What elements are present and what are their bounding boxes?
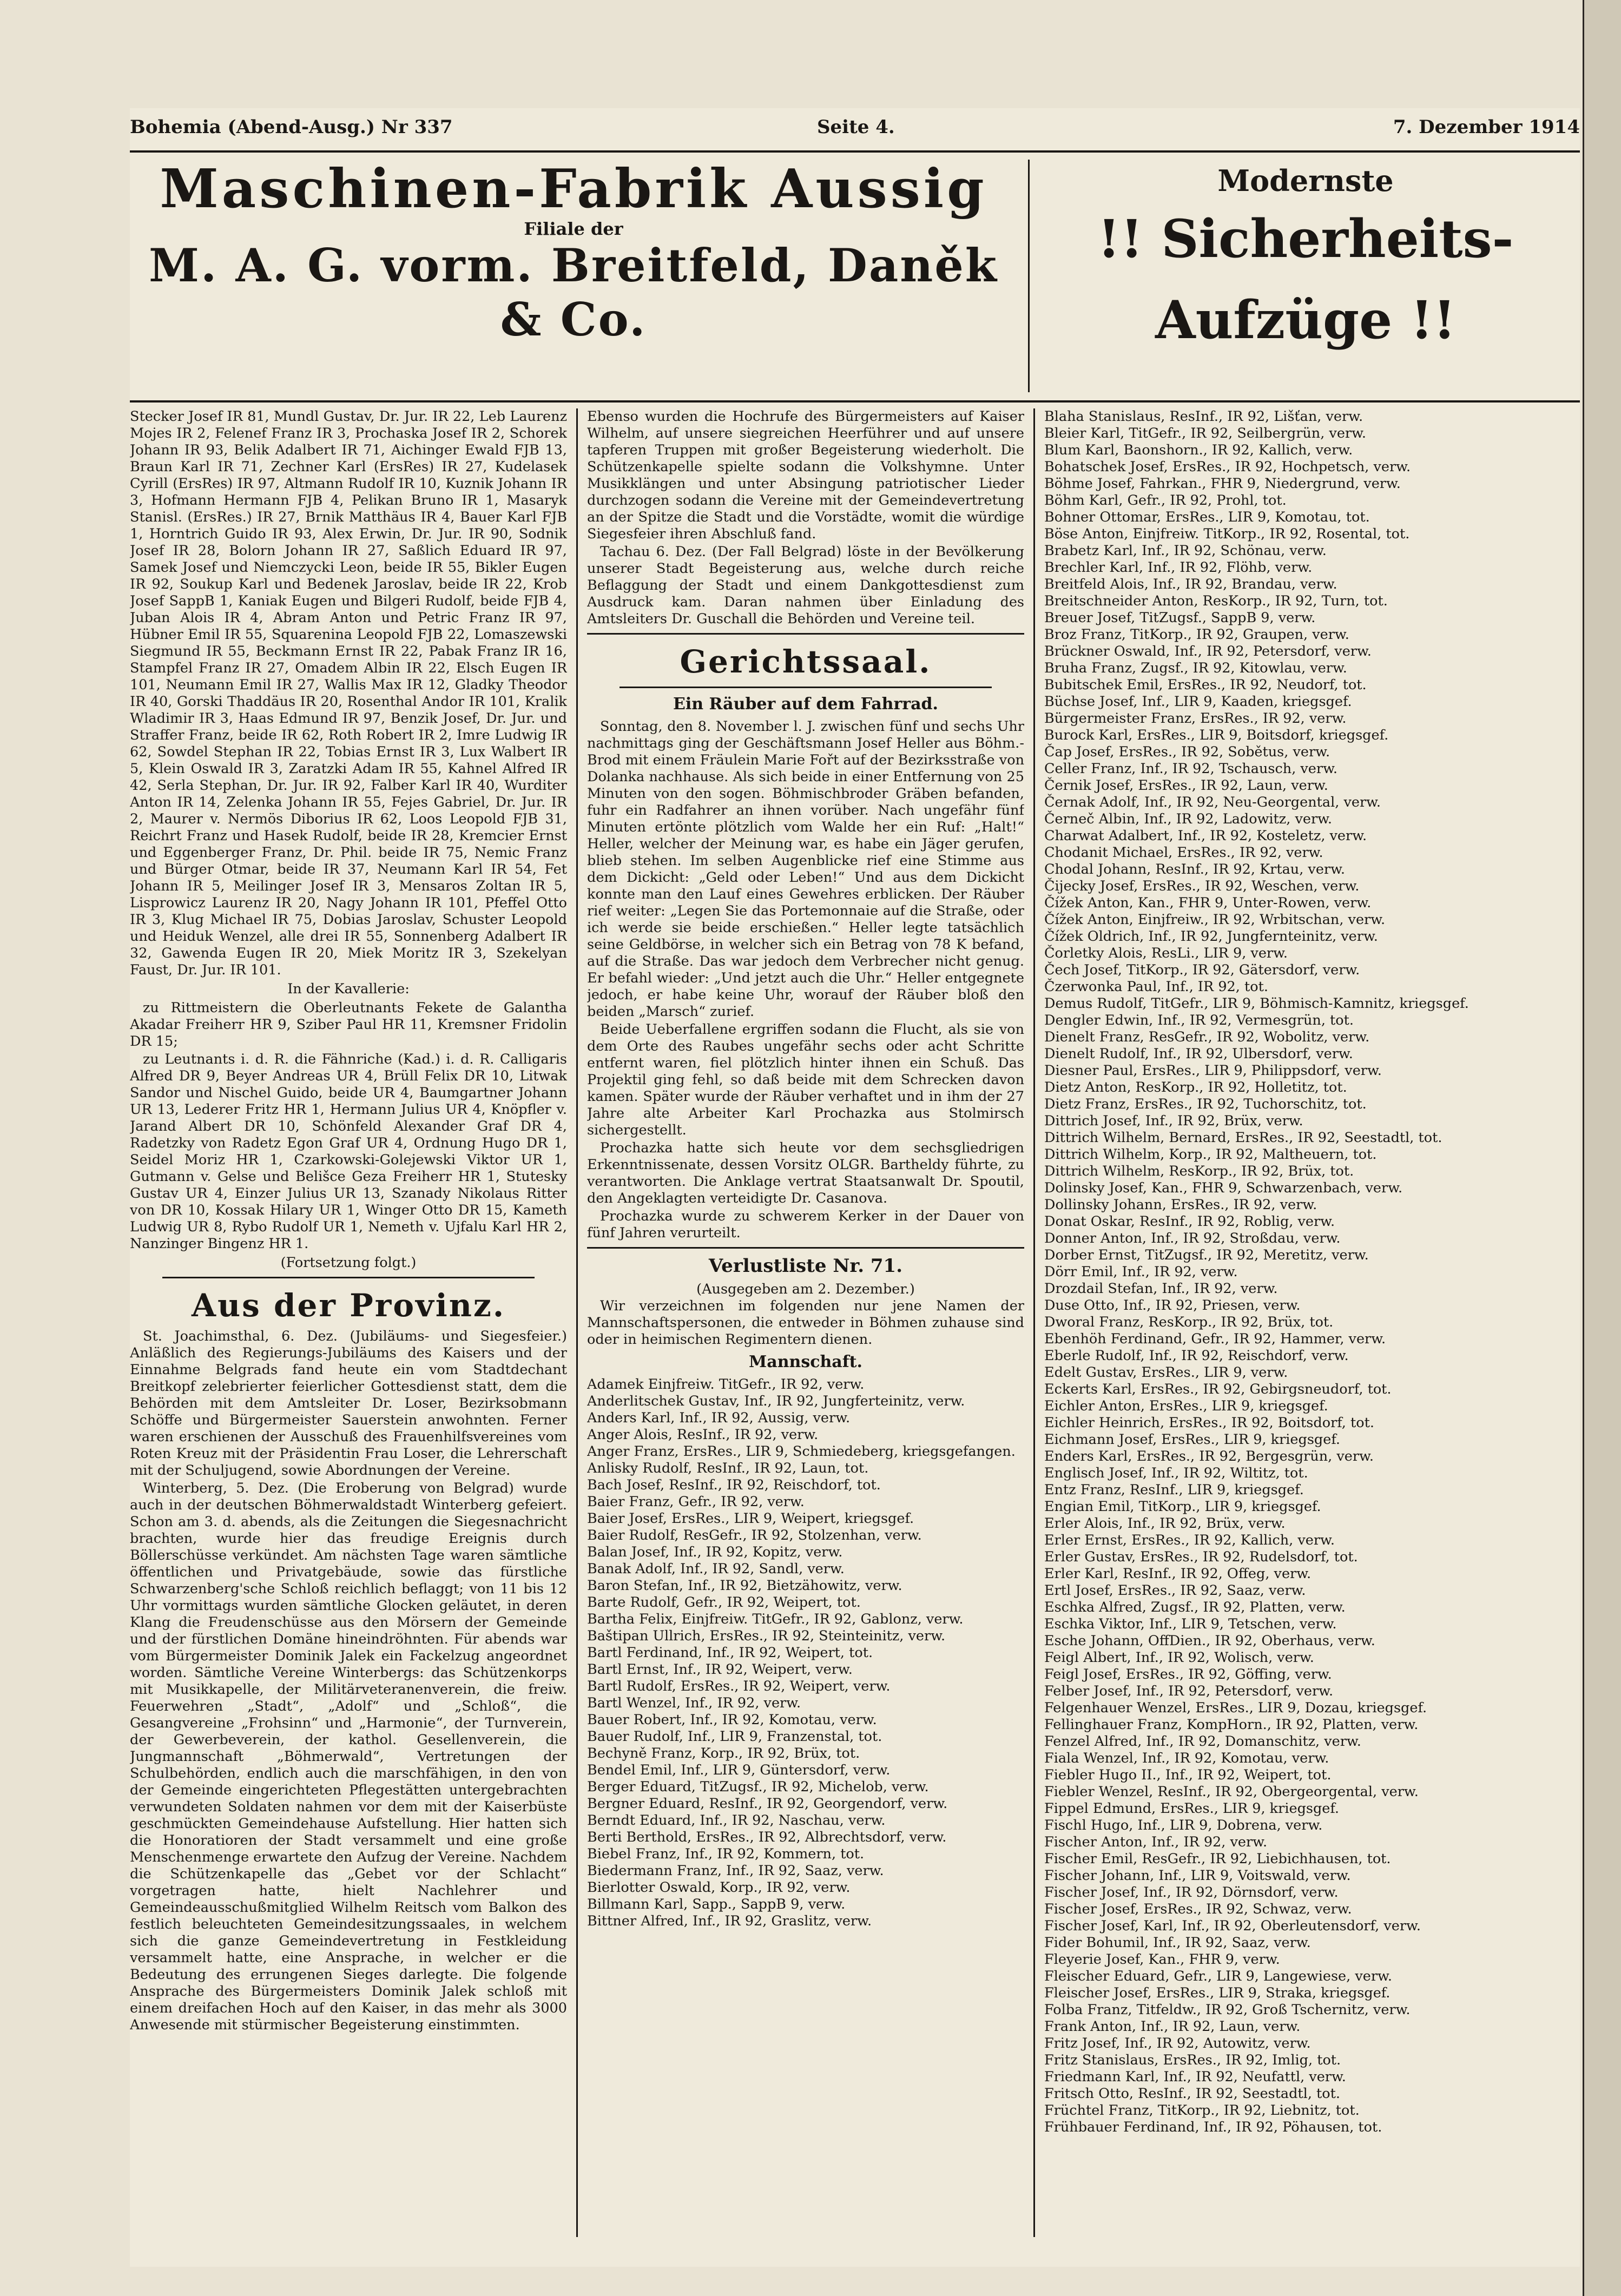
list-item: Banak Adolf, Inf., IR 92, Sandl, verw. bbox=[587, 1561, 845, 1577]
list-item: Ebenhöh Ferdinand, Gefr., IR 92, Hammer, verw. bbox=[1044, 1331, 1386, 1347]
list-item: Biedermann Franz, Inf., IR 92, Saaz, verw. bbox=[587, 1863, 884, 1879]
heading-verlustliste: Verlustliste Nr. 71. bbox=[708, 1255, 903, 1277]
list-item: Bürgermeister Franz, ErsRes., IR 92, verw. bbox=[1044, 710, 1347, 727]
list-item: Böse Anton, Einjfreiw. TitKorp., IR 92, Rosental, tot. bbox=[1044, 526, 1410, 542]
list-item: Bartl Wenzel, Inf., IR 92, verw. bbox=[587, 1695, 801, 1711]
list-item: Čorletky Alois, ResLi., LIR 9, verw. bbox=[1044, 945, 1288, 961]
list-item: Breitschneider Anton, ResKorp., IR 92, Turn, tot. bbox=[1044, 593, 1388, 609]
list-item: Berti Berthold, ErsRes., IR 92, Albrechtsdorf, verw. bbox=[587, 1829, 947, 1845]
list-item: Fischer Johann, Inf., LIR 9, Voitswald, verw. bbox=[1044, 1868, 1351, 1884]
list-item: Berger Eduard, TitZugsf., IR 92, Michelob, verw. bbox=[587, 1779, 929, 1795]
header-date: 7. Dezember 1914 bbox=[1393, 116, 1580, 138]
page-edge bbox=[1583, 0, 1621, 2296]
list-item: Fippel Edmund, ErsRes., LIR 9, kriegsgef. bbox=[1044, 1800, 1340, 1817]
list-item: Friedmann Karl, Inf., IR 92, Neufattl, verw. bbox=[1044, 2069, 1346, 2085]
list-item: Fleischer Eduard, Gefr., LIR 9, Langewiese, verw. bbox=[1044, 1968, 1392, 1984]
list-item: Diesner Paul, ErsRes., LIR 9, Philippsdorf, verw. bbox=[1044, 1063, 1382, 1079]
list-item: Čížek Anton, Kan., FHR 9, Unter-Rowen, verw. bbox=[1044, 895, 1372, 911]
list-item: Erler Alois, Inf., IR 92, Brüx, verw. bbox=[1044, 1515, 1286, 1532]
list-item: Čzerwonka Paul, Inf., IR 92, tot. bbox=[1044, 979, 1268, 995]
article-st-joachimsthal: St. Joachimsthal, 6. Dez. (Jubiläums- und Siegesfeier.) Anläßlich des Regierungs-Jubiläums des Kaisers und der Einnahme Belgrads fand heute ein vom Stadtdechant Breitkopf zelebrierter feierlicher Gottesdienst statt, dem die Behörden mit dem Amtsleiter Dr. Loser, Bezirksobmann Schöffe und Bürgermeister Sauerstein anwohnten. Ferner waren erschienen der Ausschuß des Frauenhilfsvereines vom Roten Kreuz mit der Präsidentin Frau Loser, die Lehrerschaft mit der Schuljugend, sowie Abordnungen der Vereine. bbox=[130, 1328, 567, 1479]
list-item: Broz Franz, TitKorp., IR 92, Graupen, verw. bbox=[1044, 626, 1349, 643]
column-rule-1 bbox=[576, 408, 578, 2237]
list-item: Bauer Robert, Inf., IR 92, Komotau, verw. bbox=[587, 1712, 877, 1728]
list-item: Brückner Oswald, Inf., IR 92, Petersdorf, verw. bbox=[1044, 643, 1372, 659]
list-item: Burock Karl, ErsRes., LIR 9, Boitsdorf, kriegsgef. bbox=[1044, 727, 1389, 743]
list-item: Dorber Ernst, TitZugsf., IR 92, Meretitz, verw. bbox=[1044, 1247, 1369, 1263]
column-rule-2 bbox=[1033, 408, 1035, 2237]
list-item: Dörr Emil, Inf., IR 92, verw. bbox=[1044, 1264, 1238, 1280]
list-item: Dworal Franz, ResKorp., IR 92, Brüx, tot. bbox=[1044, 1314, 1334, 1330]
list-item: Anderlitschek Gustav, Inf., IR 92, Jungferteinitz, verw. bbox=[587, 1393, 965, 1409]
list-item: Duse Otto, Inf., IR 92, Priesen, verw. bbox=[1044, 1297, 1301, 1314]
list-item: Adamek Einjfreiw. TitGefr., IR 92, verw. bbox=[587, 1376, 865, 1393]
advertisement-maschinen-fabrik bbox=[130, 160, 1017, 392]
ad-filiale-label: Filiale der bbox=[524, 219, 623, 239]
list-item: Eichler Anton, ErsRes., LIR 9, kriegsgef. bbox=[1044, 1398, 1328, 1414]
list-item: Feigl Albert, Inf., IR 92, Wolisch, verw. bbox=[1044, 1650, 1314, 1666]
verlustliste-date: (Ausgegeben am 2. Dezember.) bbox=[696, 1281, 915, 1297]
list-item: Anlisky Rudolf, ResInf., IR 92, Laun, tot. bbox=[587, 1460, 869, 1476]
list-item: Anders Karl, Inf., IR 92, Aussig, verw. bbox=[587, 1410, 851, 1426]
header-publication: Bohemia (Abend-Ausg.) Nr 337 bbox=[130, 116, 453, 138]
subheading-mannschaft: Mannschaft. bbox=[749, 1352, 862, 1371]
article-tachau: Tachau 6. Dez. (Der Fall Belgrad) löste in der Bevölkerung unserer Stadt Begeisterung aus, welche durch reiche Beflaggung der Stadt und einem Dankgottesdienst zum Ausdruck kam. Daran nahmen über Einladung des Amtsleiters Dr. Guschall die Behörden und Vereine teil. bbox=[587, 544, 1024, 627]
ad-modernste: Modernste bbox=[1217, 163, 1394, 198]
list-item: Breitfeld Alois, Inf., IR 92, Brandau, verw. bbox=[1044, 576, 1337, 592]
list-item: Bleier Karl, TitGefr., IR 92, Seilbergrün, verw. bbox=[1044, 425, 1367, 441]
header-page-number: Seite 4. bbox=[817, 116, 895, 138]
list-item: Ertl Josef, ErsRes., IR 92, Saaz, verw. bbox=[1044, 1582, 1306, 1599]
section-divider bbox=[587, 1247, 1024, 1249]
list-item: Büchse Josef, Inf., LIR 9, Kaaden, kriegsgef. bbox=[1044, 694, 1352, 710]
list-item: Bach Josef, ResInf., IR 92, Reischdorf, tot. bbox=[587, 1477, 881, 1493]
list-item: Drozdail Stefan, Inf., IR 92, verw. bbox=[1044, 1281, 1278, 1297]
list-item: Fischer Josef, Inf., IR 92, Dörnsdorf, verw. bbox=[1044, 1884, 1339, 1901]
section-divider bbox=[587, 633, 1024, 635]
article-winterberg: Winterberg, 5. Dez. (Die Eroberung von Belgrad) wurde auch in der deutschen Böhmerwaldstadt Winterberg gefeiert. Schon am 3. d. abends, als die Zeitungen die Siegesnachricht brachten, wurde hier das freudige Ereignis durch Böllerschüsse verkündet. Am nächsten Tage waren sämtliche öffentlichen und Privatgebäude, sowie das fürstliche Schwarzenberg'sche Schloß reichlich beflaggt; von 11 bis 12 Uhr vormittags wurden sämtliche Glocken geläutet, in deren Klang die Freudenschüsse aus den Mörsern der Gemeinde und der fürstlichen Domäne hineindröhnten. Für abends war vom Bürgermeister Dominik Jalek ein Fackelzug angeordnet worden. Sämtliche Vereine Winterbergs: das Schützenkorps mit Musikkapelle, der Militärveteranenverein, die freiw. Feuerwehren „Stadt“, „Adolf“ und „Schloß“, die Gesangvereine „Frohsinn“ und „Harmonie“, der Turnverein, der Gewerbeverein, der kathol. Gesellenverein, die Jungmannschaft „Böhmerwald“, Vertretungen der Schulbehörden, endlich auch die marschfähigen, in den von der Gemeinde eingerichteten Pflegestätten untergebrachten verwundeten Soldaten nahmen vor dem mit der Kaiserbüste geschmückten Gemeindehause Aufstellung. Hier hatten sich die Honoratioren der Stadt versammelt und eine große Menschenmenge erwartete den Aufzug der Vereine. Nachdem die Schützenkapelle das „Gebet vor der Schlacht“ vorgetragen hatte, hielt Nachlehrer und Gemeindeausschußmitglied Wilhelm Reitsch vom Balkon des festlich beleuchteten Gemeindesitzungssaales, in welchem sich die ganze Gemeindevertretung in Festkleidung versammelt hatte, eine Ansprache, in welcher er die Bedeutung des errungenen Sieges darlegte. Die folgende Ansprache des Bürgermeisters Dominik Jalek schloß mit einem dreifachen Hoch auf den Kaiser, in das mehr als 3000 Anwesende mit stürmischer Begeisterung einstimmten. bbox=[130, 1480, 567, 2033]
list-item: Balan Josef, Inf., IR 92, Kopitz, verw. bbox=[587, 1544, 843, 1560]
list-item: Fischl Hugo, Inf., LIR 9, Dobrena, verw. bbox=[1044, 1817, 1323, 1833]
list-item: Feigl Josef, ErsRes., IR 92, Göffing, verw. bbox=[1044, 1666, 1332, 1683]
list-item: Bartha Felix, Einjfreiw. TitGefr., IR 92, Gablonz, verw. bbox=[587, 1611, 964, 1627]
article-raeuber-1: Sonntag, den 8. November l. J. zwischen fünf und sechs Uhr nachmittags ging der Geschäftsmann Josef Heller aus Böhm.-Brod mit einem Fräulein Marie Fořt auf der Bezirksstraße von Dolanka nachhause. Als sich beide in einer Entfernung von 25 Minuten von den sogen. Böhmischbroder Gräben befanden, fuhr ein Radfahrer an ihnen vorüber. Nach ungefähr fünf Minuten ertönte plötzlich vom Walde her ein Ruf: „Halt!“ Heller, welcher der Meinung war, es habe ein Jäger gerufen, blieb stehen. Im selben Augenblicke rief eine Stimme aus dem Dickicht: „Geld oder Leben!“ Und aus dem Dickicht konnte man den Lauf eines Gewehres erblicken. Der Räuber rief weiter: „Legen Sie das Portemonnaie auf die Straße, oder ich werde sie beide erschießen.“ Heller legte tatsächlich seine Geldbörse, in welcher sich ein Betrag von 78 K befand, auf die Straße. Das war jedoch dem Verbrecher nicht genug. Er befahl wieder: „Und jetzt auch die Uhr.“ Heller entgegnete jedoch, er habe keine Uhr, worauf der Räuber bloß den beiden „Marsch“ zurief. bbox=[587, 718, 1024, 1020]
list-item: Baštipan Ullrich, ErsRes., IR 92, Steinteinitz, verw. bbox=[587, 1628, 946, 1644]
article-winterberg-cont: Ebenso wurden die Hochrufe des Bürgermeisters auf Kaiser Wilhelm, auf unsere siegreichen Heerführer und auf unsere tapferen Truppen mit großer Begeisterung wiederholt. Die Schützenkapelle spielte sodann die Volkshymne. Unter Musikklängen und unter Absingung patriotischer Lieder durchzogen sodann die Vereine mit der Gemeindevertretung an der Spitze die Stadt und die Vorstädte, womit die würdige Siegesfeier ihren Abschluß fand. bbox=[587, 408, 1024, 542]
list-item: Fleyerie Josef, Kan., FHR 9, verw. bbox=[1044, 1951, 1280, 1968]
subheading-raeuber: Ein Räuber auf dem Fahrrad. bbox=[673, 695, 938, 714]
list-item: Dittrich Wilhelm, ResKorp., IR 92, Brüx, tot. bbox=[1044, 1163, 1354, 1179]
list-item: Černik Josef, ErsRes., IR 92, Laun, verw. bbox=[1044, 777, 1328, 794]
list-item: Berndt Eduard, Inf., IR 92, Naschau, verw. bbox=[587, 1812, 886, 1829]
list-item: Anger Alois, ResInf., IR 92, verw. bbox=[587, 1427, 819, 1443]
list-item: Breuer Josef, TitZugsf., SappB 9, verw. bbox=[1044, 610, 1316, 626]
list-item: Donat Oskar, ResInf., IR 92, Roblig, verw. bbox=[1044, 1213, 1335, 1230]
list-item: Dittrich Josef, Inf., IR 92, Brüx, verw. bbox=[1044, 1113, 1303, 1129]
list-item: Eschka Viktor, Inf., LIR 9, Tetschen, verw. bbox=[1044, 1616, 1337, 1632]
list-item: Fiala Wenzel, Inf., IR 92, Komotau, verw. bbox=[1044, 1750, 1329, 1766]
list-item: Englisch Josef, Inf., IR 92, Wiltitz, tot. bbox=[1044, 1465, 1308, 1481]
list-item: Bierlotter Oswald, Korp., IR 92, verw. bbox=[587, 1879, 851, 1896]
list-item: Böhm Karl, Gefr., IR 92, Prohl, tot. bbox=[1044, 492, 1287, 509]
list-item: Donner Anton, Inf., IR 92, Stroßdau, verw. bbox=[1044, 1230, 1341, 1246]
list-item: Erler Ernst, ErsRes., IR 92, Kallich, verw. bbox=[1044, 1532, 1335, 1548]
column-2 bbox=[587, 408, 1024, 2248]
list-item: Enders Karl, ErsRes., IR 92, Bergesgrün, verw. bbox=[1044, 1448, 1374, 1464]
list-item: Charwat Adalbert, Inf., IR 92, Kosteletz, verw. bbox=[1044, 828, 1367, 844]
column-3 bbox=[1044, 408, 1580, 2248]
list-item: Fritz Josef, Inf., IR 92, Autowitz, verw. bbox=[1044, 2035, 1311, 2051]
list-item: Fischer Josef, Karl, Inf., IR 92, Oberleutensdorf, verw. bbox=[1044, 1918, 1421, 1934]
newspaper-page bbox=[130, 108, 1580, 2267]
list-item: Barte Rudolf, Gefr., IR 92, Weipert, tot. bbox=[587, 1594, 861, 1611]
heading-gerichtssaal: Gerichtssaal. bbox=[680, 643, 932, 680]
list-item: Billmann Karl, Sapp., SappB 9, verw. bbox=[587, 1896, 846, 1912]
list-item: Früchtel Franz, TitKorp., IR 92, Liebnitz, tot. bbox=[1044, 2102, 1360, 2119]
list-item: Baier Franz, Gefr., IR 92, verw. bbox=[587, 1494, 805, 1510]
ad-sicherheits-aufzuege: !! Sicherheits-Aufzüge !! bbox=[1097, 208, 1514, 351]
header-rule bbox=[130, 150, 1580, 153]
list-item: Frühbauer Ferdinand, Inf., IR 92, Pöhausen, tot. bbox=[1044, 2119, 1382, 2135]
list-item: Bruha Franz, Zugsf., IR 92, Kitowlau, verw. bbox=[1044, 660, 1347, 676]
list-item: Bergner Eduard, ResInf., IR 92, Georgendorf, verw. bbox=[587, 1796, 948, 1812]
list-item: Dienelt Franz, ResGefr., IR 92, Wobolitz, verw. bbox=[1044, 1029, 1370, 1045]
verlustliste-intro: Wir verzeichnen im folgenden nur jene Namen der Mannschaftspersonen, die entweder in Böhmen zuhause sind oder in heimischen Regimentern dienen. bbox=[587, 1298, 1024, 1348]
list-item: Dolinsky Josef, Kan., FHR 9, Schwarzenbach, verw. bbox=[1044, 1180, 1403, 1196]
list-item: Blaha Stanislaus, ResInf., IR 92, Lišťan, verw. bbox=[1044, 408, 1363, 425]
list-item: Bechyně Franz, Korp., IR 92, Brüx, tot. bbox=[587, 1745, 860, 1761]
list-item: Bartl Ernst, Inf., IR 92, Weipert, verw. bbox=[587, 1661, 853, 1678]
list-item: Eschka Alfred, Zugsf., IR 92, Platten, verw. bbox=[1044, 1599, 1346, 1615]
list-item: Fiebler Wenzel, ResInf., IR 92, Obergeorgental, verw. bbox=[1044, 1784, 1419, 1800]
list-item: Bauer Rudolf, Inf., LIR 9, Franzenstal, tot. bbox=[587, 1728, 882, 1745]
list-item: Fischer Emil, ResGefr., IR 92, Liebichhausen, tot. bbox=[1044, 1851, 1391, 1867]
promotion-rittmeister: zu Rittmeistern die Oberleutnants Fekete de Galantha Akadar Freiherr HR 9, Sziber Paul HR 11, Kremsner Fridolin DR 15; bbox=[130, 1000, 567, 1050]
promotion-list-infantry: Stecker Josef IR 81, Mundl Gustav, Dr. Jur. IR 22, Leb Laurenz Mojes IR 2, Felenef Franz IR 3, Prochaska Josef IR 2, Schorek Johann IR 93, Belik Adalbert IR 71, Aichinger Ewald FJB 13, Braun Karl IR 71, Zechner Karl (ErsRes) IR 27, Kudelasek Cyrill (ErsRes) IR 97, Altmann Rudolf IR 10, Kuznik Johann IR 3, Hofmann Hermann FJB 4, Pelikan Bruno IR 1, Masaryk Stanisl. (ErsRes.) IR 27, Brnik Matthäus IR 4, Bauer Karl FJB 1, Horntrich Guido IR 93, Alex Erwin, Dr. Jur. IR 90, Sodnik Josef IR 28, Bolorn Johann IR 27, Saßlich Eduard IR 97, Samek Josef und Niemczycki Leon, beide IR 55, Bikler Eugen IR 92, Soukup Karl und Bedenek Jaroslav, beide IR 22, Krob Josef SappB 1, Kaniak Eugen und Bilgeri Rudolf, beide FJB 4, Juban Alois IR 4, Abram Anton und Petric Franz IR 97, Hübner Emil IR 55, Squarenina Leopold FJB 22, Lomaszewski Siegmund IR 55, Beckmann Ernst IR 22, Pabak Franz IR 16, Stampfel Franz IR 27, Omadem Albin IR 22, Elsch Eugen IR 101, Neumann Emil IR 27, Wallis Max IR 12, Gladky Theodor IR 40, Gorski Thaddäus IR 20, Rosenthal Andor IR 101, Kralik Wladimir IR 3, Haas Edmund IR 97, Benzik Josef, Dr. Jur. und Straffer Franz, beide IR 62, Roth Robert IR 2, Imre Ludwig IR 62, Sowdel Stephan IR 22, Tobias Ernst IR 3, Lux Walbert IR 5, Klein Oswald IR 3, Zaratzki Adam IR 55, Kahnel Alfred IR 42, Serla Stephan, Dr. Jur. IR 92, Falber Karl IR 40, Wurditer Anton IR 14, Zelenka Johann IR 55, Fejes Gabriel, Dr. Jur. IR 2, Maurer v. Nermös Diborius IR 62, Loos Leopold FJB 31, Reichrt Franz und Hasek Rudolf, beide IR 28, Kremcier Ernst und Eggenberger Franz, Dr. Phil. beide IR 75, Nemic Franz und Bürger Otmar, beide IR 37, Neumann Karl IR 54, Fet Johann IR 5, Meilinger Josef IR 3, Mensaros Zoltan IR 5, Lisprowicz Laurenz IR 20, Nagy Johann IR 101, Pfeffel Otto IR 3, Klug Michael IR 75, Dobias Jaroslav, Schuster Leopold und Heiduk Wenzel, alle drei IR 55, Sonnenberg Adalbert IR 32, Gawenda Eugen IR 20, Miek Moritz IR 3, Szekelyan Faust, Dr. Jur. IR 101. bbox=[130, 408, 567, 978]
list-item: Fider Bohumil, Inf., IR 92, Saaz, verw. bbox=[1044, 1935, 1311, 1951]
article-raeuber-4: Prochazka wurde zu schwerem Kerker in der Dauer von fünf Jahren verurteilt. bbox=[587, 1208, 1024, 1241]
list-item: Eichler Heinrich, ErsRes., IR 92, Boitsdorf, tot. bbox=[1044, 1415, 1374, 1431]
list-item: Čijecky Josef, ErsRes., IR 92, Weschen, verw. bbox=[1044, 878, 1360, 894]
list-item: Erler Karl, ResInf., IR 92, Offeg, verw. bbox=[1044, 1566, 1312, 1582]
list-item: Erler Gustav, ErsRes., IR 92, Rudelsdorf, tot. bbox=[1044, 1549, 1358, 1565]
continuation-note: (Fortsetzung folgt.) bbox=[280, 1255, 417, 1271]
list-item: Chodanit Michael, ErsRes., IR 92, verw. bbox=[1044, 844, 1323, 861]
list-item: Fischer Anton, Inf., IR 92, verw. bbox=[1044, 1834, 1268, 1850]
list-item: Černak Adolf, Inf., IR 92, Neu-Georgental, verw. bbox=[1044, 794, 1381, 810]
list-item: Bittner Alfred, Inf., IR 92, Graslitz, verw. bbox=[587, 1913, 872, 1929]
list-item: Dittrich Wilhelm, Korp., IR 92, Maltheuern, tot. bbox=[1044, 1146, 1377, 1163]
ad-company-name: Maschinen-Fabrik Aussig bbox=[160, 158, 987, 220]
list-item: Čížek Anton, Einjfreiw., IR 92, Wrbitschan, verw. bbox=[1044, 912, 1386, 928]
list-item: Felgenhauer Wenzel, ErsRes., LIR 9, Dozau, kriegsgef. bbox=[1044, 1700, 1427, 1716]
list-item: Baron Stefan, Inf., IR 92, Bietzähowitz, verw. bbox=[587, 1578, 902, 1594]
list-item: Baier Rudolf, ResGefr., IR 92, Stolzenhan, verw. bbox=[587, 1527, 922, 1543]
casualty-list-a-b bbox=[587, 1376, 1024, 1930]
ad-bottom-rule bbox=[130, 400, 1580, 403]
list-item: Dittrich Wilhelm, Bernard, ErsRes., IR 92, Seestadtl, tot. bbox=[1044, 1130, 1442, 1146]
list-item: Folba Franz, Titfeldw., IR 92, Groß Tschernitz, verw. bbox=[1044, 2002, 1411, 2018]
list-item: Eckerts Karl, ErsRes., IR 92, Gebirgsneudorf, tot. bbox=[1044, 1381, 1392, 1397]
list-item: Eichmann Josef, ErsRes., LIR 9, kriegsgef. bbox=[1044, 1431, 1340, 1448]
list-item: Čížek Oldrich, Inf., IR 92, Jungfernteinitz, verw. bbox=[1044, 928, 1378, 945]
article-raeuber-2: Beide Ueberfallene ergriffen sodann die Flucht, als sie von dem Orte des Raubes ungefähr sechs oder acht Schritte entfernt waren, fiel plötzlich hinter ihnen ein Schuß. Das Projektil ging fehl, so daß beide mit dem Schrecken davon kamen. Später wurde der Räuber verhaftet und in ihm der 27 Jahre alte Arbeiter Karl Prochazka aus Stolmirsch sichergestellt. bbox=[587, 1021, 1024, 1138]
article-raeuber-3: Prochazka hatte sich heute vor dem sechsgliedrigen Erkenntnissenate, dessen Vorsitz OLGR. Bartheldy führte, zu verantworten. Die Anklage vertrat Staatsanwalt Dr. Spoutil, den Angeklagten verteidigte Dr. Casanova. bbox=[587, 1140, 1024, 1206]
list-item: Bohatschek Josef, ErsRes., IR 92, Hochpetsch, verw. bbox=[1044, 459, 1411, 475]
list-item: Fritsch Otto, ResInf., IR 92, Seestadtl, tot. bbox=[1044, 2086, 1340, 2102]
list-item: Böhme Josef, Fahrkan., FHR 9, Niedergrund, verw. bbox=[1044, 476, 1401, 492]
column-1 bbox=[130, 408, 567, 2248]
list-item: Edelt Gustav, ErsRes., LIR 9, verw. bbox=[1044, 1364, 1288, 1381]
list-item: Demus Rudolf, TitGefr., LIR 9, Böhmisch-Kamnitz, kriegsgef. bbox=[1044, 995, 1469, 1012]
list-item: Frank Anton, Inf., IR 92, Laun, verw. bbox=[1044, 2018, 1301, 2035]
list-item: Bartl Ferdinand, Inf., IR 92, Weipert, tot. bbox=[587, 1645, 873, 1661]
list-item: Fenzel Alfred, Inf., IR 92, Domanschitz, verw. bbox=[1044, 1733, 1361, 1750]
casualty-list-b-f bbox=[1044, 408, 1580, 2136]
section-divider-small bbox=[620, 687, 992, 688]
list-item: Čap Josef, ErsRes., IR 92, Sobětus, verw. bbox=[1044, 744, 1330, 760]
list-item: Dietz Anton, ResKorp., IR 92, Holletitz, tot. bbox=[1044, 1079, 1347, 1096]
list-item: Bartl Rudolf, ErsRes., IR 92, Weipert, verw. bbox=[587, 1678, 891, 1694]
page-header bbox=[130, 116, 1580, 149]
list-item: Brabetz Karl, Inf., IR 92, Schönau, verw. bbox=[1044, 543, 1327, 559]
list-item: Fiebler Hugo II., Inf., IR 92, Weipert, tot. bbox=[1044, 1767, 1332, 1783]
list-item: Bubitschek Emil, ErsRes., IR 92, Neudorf, tot. bbox=[1044, 677, 1367, 693]
heading-aus-der-provinz: Aus der Provinz. bbox=[191, 1287, 506, 1324]
list-item: Eberle Rudolf, Inf., IR 92, Reischdorf, verw. bbox=[1044, 1348, 1349, 1364]
list-item: Fellinghauer Franz, KompHorn., IR 92, Platten, verw. bbox=[1044, 1717, 1419, 1733]
list-item: Esche Johann, OffDien., IR 92, Oberhaus, verw. bbox=[1044, 1633, 1375, 1649]
list-item: Dietz Franz, ErsRes., IR 92, Tuchorschitz, tot. bbox=[1044, 1096, 1367, 1112]
list-item: Celler Franz, Inf., IR 92, Tschausch, verw. bbox=[1044, 761, 1337, 777]
list-item: Blum Karl, Baonshorn., IR 92, Kallich, verw. bbox=[1044, 442, 1353, 458]
list-item: Dollinsky Johann, ErsRes., IR 92, verw. bbox=[1044, 1197, 1317, 1213]
ad-company-subname: M. A. G. vorm. Breitfeld, Daněk & Co. bbox=[149, 239, 998, 346]
section-divider bbox=[162, 1277, 535, 1278]
list-item: Bendel Emil, Inf., LIR 9, Güntersdorf, verw. bbox=[587, 1762, 891, 1778]
list-item: Biebel Franz, Inf., IR 92, Kommern, tot. bbox=[587, 1846, 865, 1862]
list-item: Chodal Johann, ResInf., IR 92, Krtau, verw. bbox=[1044, 861, 1346, 878]
list-item: Dienelt Rudolf, Inf., IR 92, Ulbersdorf, verw. bbox=[1044, 1046, 1353, 1062]
list-item: Černeč Albin, Inf., IR 92, Ladowitz, verw. bbox=[1044, 811, 1333, 827]
advertisement-aufzuege bbox=[1028, 160, 1582, 392]
list-item: Anger Franz, ErsRes., LIR 9, Schmiedeberg, kriegsgefangen. bbox=[587, 1443, 1016, 1460]
list-item: Fleischer Josef, ErsRes., LIR 9, Straka, kriegsgef. bbox=[1044, 1985, 1391, 2001]
list-item: Brechler Karl, Inf., IR 92, Flöhb, verw. bbox=[1044, 559, 1313, 576]
promotion-leutnants: zu Leutnants i. d. R. die Fähnriche (Kad.) i. d. R. Calligaris Alfred DR 9, Beyer Andreas UR 4, Brüll Felix DR 10, Litwak Sandor und Nischel Guido, beide UR 4, Baumgartner Johann UR 13, Lederer Fritz HR 1, Hermann Julius UR 4, Knöpfler v. Jarand Albert DR 10, Schönfeld Alexander Graf DR 4, Radetzky von Radetz Egon Graf UR 4, Ordnung Hugo DR 1, Seidel Moriz HR 1, Czarkowski-Golejewski Viktor UR 1, Gutmann v. Gelse und Belišce Geza Freiherr HR 1, Stutesky Gustav UR 4, Einzer Julius UR 13, Szanady Nikolaus Ritter von DR 10, Kossak Hilary UR 1, Winger Otto DR 15, Kameth Ludwig UR 8, Rybo Rudolf UR 1, Nemeth v. Ujfalu Karl HR 2, Nanzinger Bingenz HR 1. bbox=[130, 1051, 567, 1252]
list-item: Entz Franz, ResInf., LIR 9, kriegsgef. bbox=[1044, 1482, 1304, 1498]
list-item: Dengler Edwin, Inf., IR 92, Vermesgrün, tot. bbox=[1044, 1012, 1354, 1028]
list-item: Čech Josef, TitKorp., IR 92, Gätersdorf, verw. bbox=[1044, 962, 1360, 978]
list-item: Felber Josef, Inf., IR 92, Petersdorf, verw. bbox=[1044, 1683, 1334, 1699]
list-item: Baier Josef, ErsRes., LIR 9, Weipert, kriegsgef. bbox=[587, 1510, 914, 1527]
subheading-kavallerie: In der Kavallerie: bbox=[287, 981, 410, 997]
list-item: Bohner Ottomar, ErsRes., LIR 9, Komotau, tot. bbox=[1044, 509, 1370, 525]
list-item: Fischer Josef, ErsRes., IR 92, Schwaz, verw. bbox=[1044, 1901, 1352, 1917]
list-item: Fritz Stanislaus, ErsRes., IR 92, Imlig, tot. bbox=[1044, 2052, 1341, 2068]
list-item: Engian Emil, TitKorp., LIR 9, kriegsgef. bbox=[1044, 1499, 1321, 1515]
